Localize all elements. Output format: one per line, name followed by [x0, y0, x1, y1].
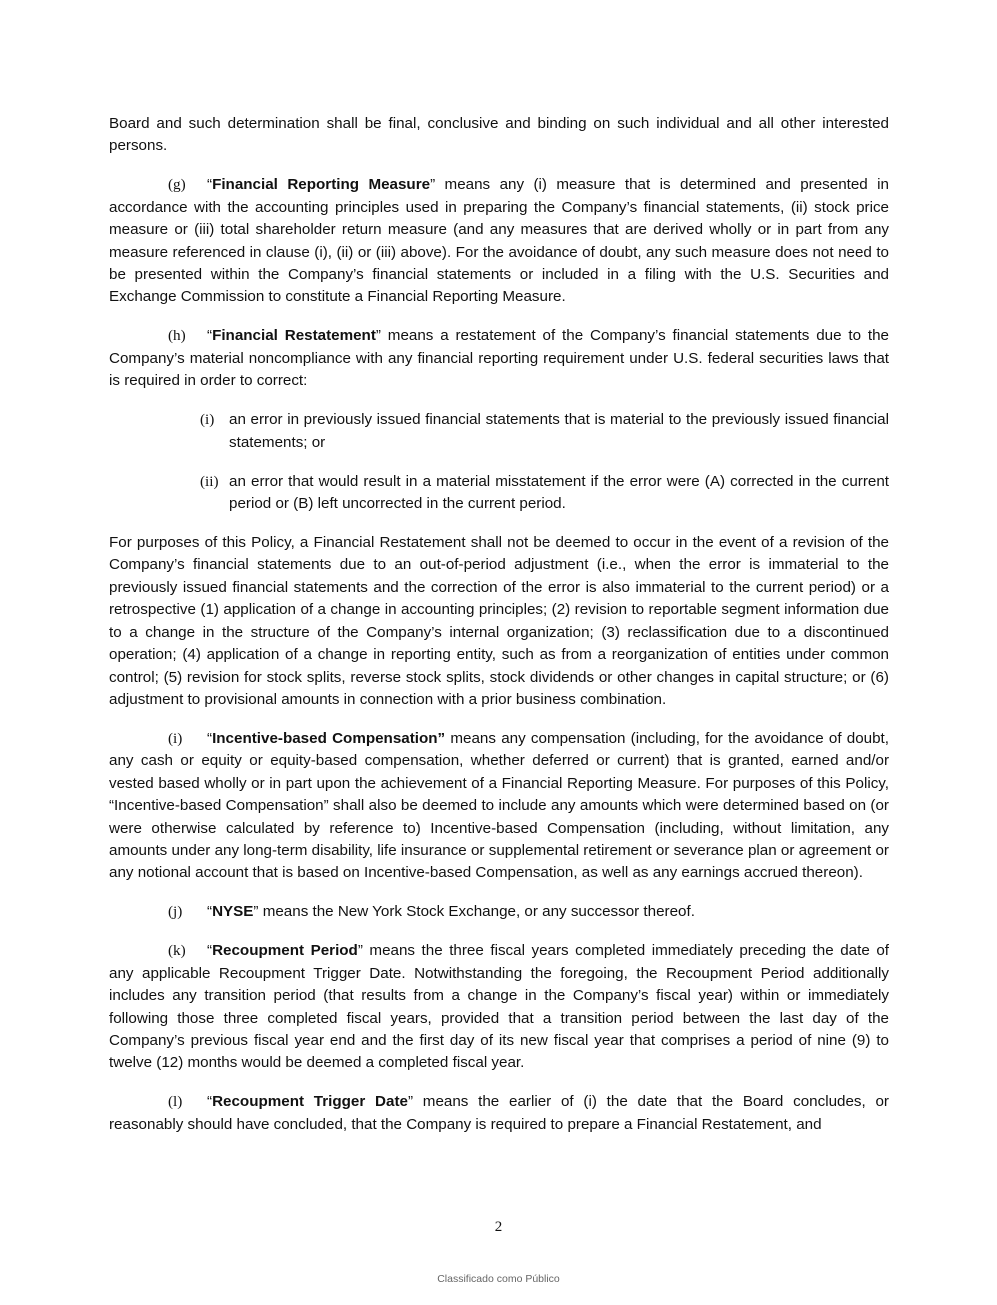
definition-k-term: Recoupment Period [212, 942, 358, 960]
definition-h-paragraph [109, 325, 889, 392]
subitem-i-label: (i) [200, 411, 215, 429]
definition-j-label: (j) [168, 903, 183, 921]
definition-i-text: means any compensation (including, for the avoidance of doubt, any cash or equity or equity-based compensation, whether deferred or current) that is granted, earned and/or vested based wholly or in part upon the achievement of a Financial Reporting Measure. For purposes of this Policy, “Incentive-based Compensation” shall also be deemed to include any amounts which were determined based on (or were otherwise calculated by reference to) Incentive-based Compensation (including, without limitation, any amounts under any long-term disability, life insurance or supplemental retirement or severance plan or agreement or any notional account that is based on Incentive-based Compensation, as well as any earnings accrued thereon). [109, 729, 889, 882]
definition-g-term: Financial Reporting Measure [212, 176, 431, 194]
definition-l-paragraph [109, 1091, 889, 1136]
definition-h-term: Financial Restatement [212, 327, 376, 345]
definition-k-paragraph [109, 940, 889, 1074]
subitem-i-text: an error in previously issued financial statements that is material to the previously issued financial statements; or [229, 411, 889, 451]
subitem-ii-label: (ii) [200, 472, 219, 490]
definition-i-term: Incentive-based Compensation” [212, 729, 446, 747]
page-number: 2 [494, 1219, 503, 1235]
definition-h-subitem-i [109, 409, 889, 454]
definition-h-open-quote: “ [207, 327, 213, 345]
definition-j-text: ” means the New York Stock Exchange, or any successor thereof. [253, 903, 695, 921]
definition-j-open-quote: “ [207, 903, 213, 921]
definition-i-open-quote: “ [207, 729, 213, 747]
definition-h-label: (h) [168, 327, 186, 345]
definition-h-subitem-ii [109, 471, 889, 516]
definition-l-term: Recoupment Trigger Date [212, 1093, 408, 1111]
definition-g-label: (g) [168, 176, 186, 194]
definition-k-open-quote: “ [207, 942, 213, 960]
definition-k-text: ” means the three fiscal years completed immediately preceding the date of any applicable Recoupment Trigger Date. Notwithstanding the foregoing, the Recoupment Period additionally includes any transition period (that results from a change in the Company’s fiscal year) within or immediately following those three completed fiscal years, provided that a transition period between the last day of the Company’s previous fiscal year end and the first day of its new fiscal year that comprises a period of nine (9) to twelve (12) months would be deemed a completed fiscal year. [109, 942, 889, 1072]
definition-j-term: NYSE [212, 903, 254, 921]
definition-l-open-quote: “ [207, 1093, 213, 1111]
definition-g-paragraph [109, 174, 889, 308]
intro-continuation-paragraph: Board and such determination shall be final, conclusive and binding on such individual and all other interested persons. [109, 115, 889, 155]
definition-g-text: ” means any (i) measure that is determined and presented in accordance with the accounting principles used in preparing the Company’s financial statements, (ii) stock price measure or (iii) total shareholder return measure (and any measures that are derived wholly or in part from any measure referenced in clause (i), (ii) or (iii) above). For the avoidance of doubt, any such measure does not need to be presented within the Company’s financial statements or included in a filing with the U.S. Securities and Exchange Commission to constitute a Financial Reporting Measure. [109, 176, 889, 306]
definition-h-text: ” means a restatement of the Company’s financial statements due to the Company’s material noncompliance with any financial reporting requirement under U.S. federal securities laws that is required in order to correct: [109, 327, 889, 390]
definition-l-text: ” means the earlier of (i) the date that the Board concludes, or reasonably should have concluded, that the Company is required to prepare a Financial Restatement, and [109, 1093, 889, 1133]
document-body [109, 113, 889, 1153]
classification-footer: Classificado como Público [437, 1273, 560, 1285]
definition-g-open-quote: “ [207, 176, 213, 194]
definition-l-label: (l) [168, 1093, 183, 1111]
definition-k-label: (k) [168, 942, 186, 960]
definition-i-label: (i) [168, 729, 183, 747]
definition-j-paragraph [109, 901, 889, 923]
definition-i-paragraph [109, 728, 889, 885]
subitem-ii-text: an error that would result in a material misstatement if the error were (A) corrected in the current period or (B) left uncorrected in the current period. [229, 472, 889, 513]
financial-restatement-followup-paragraph: For purposes of this Policy, a Financial Restatement shall not be deemed to occur in the event of a revision of the Company’s financial statements due to an out-of-period adjustment (i.e., when the error is immaterial to the previously issued financial statements and the correction of the error is also immaterial to the current period) or a retrospective (1) application of a change in accounting principles; (2) revision to reportable segment information due to a change in the structure of the Company’s internal organization; (3) reclassification due to a discontinued operation; (4) application of a change in reporting entity, such as from a reorganization of entities under common control; (5) revision for stock splits, reverse stock splits, stock dividends or other changes in capital structure; or (6) adjustment to provisional amounts in connection with a prior business combination. [109, 534, 889, 708]
